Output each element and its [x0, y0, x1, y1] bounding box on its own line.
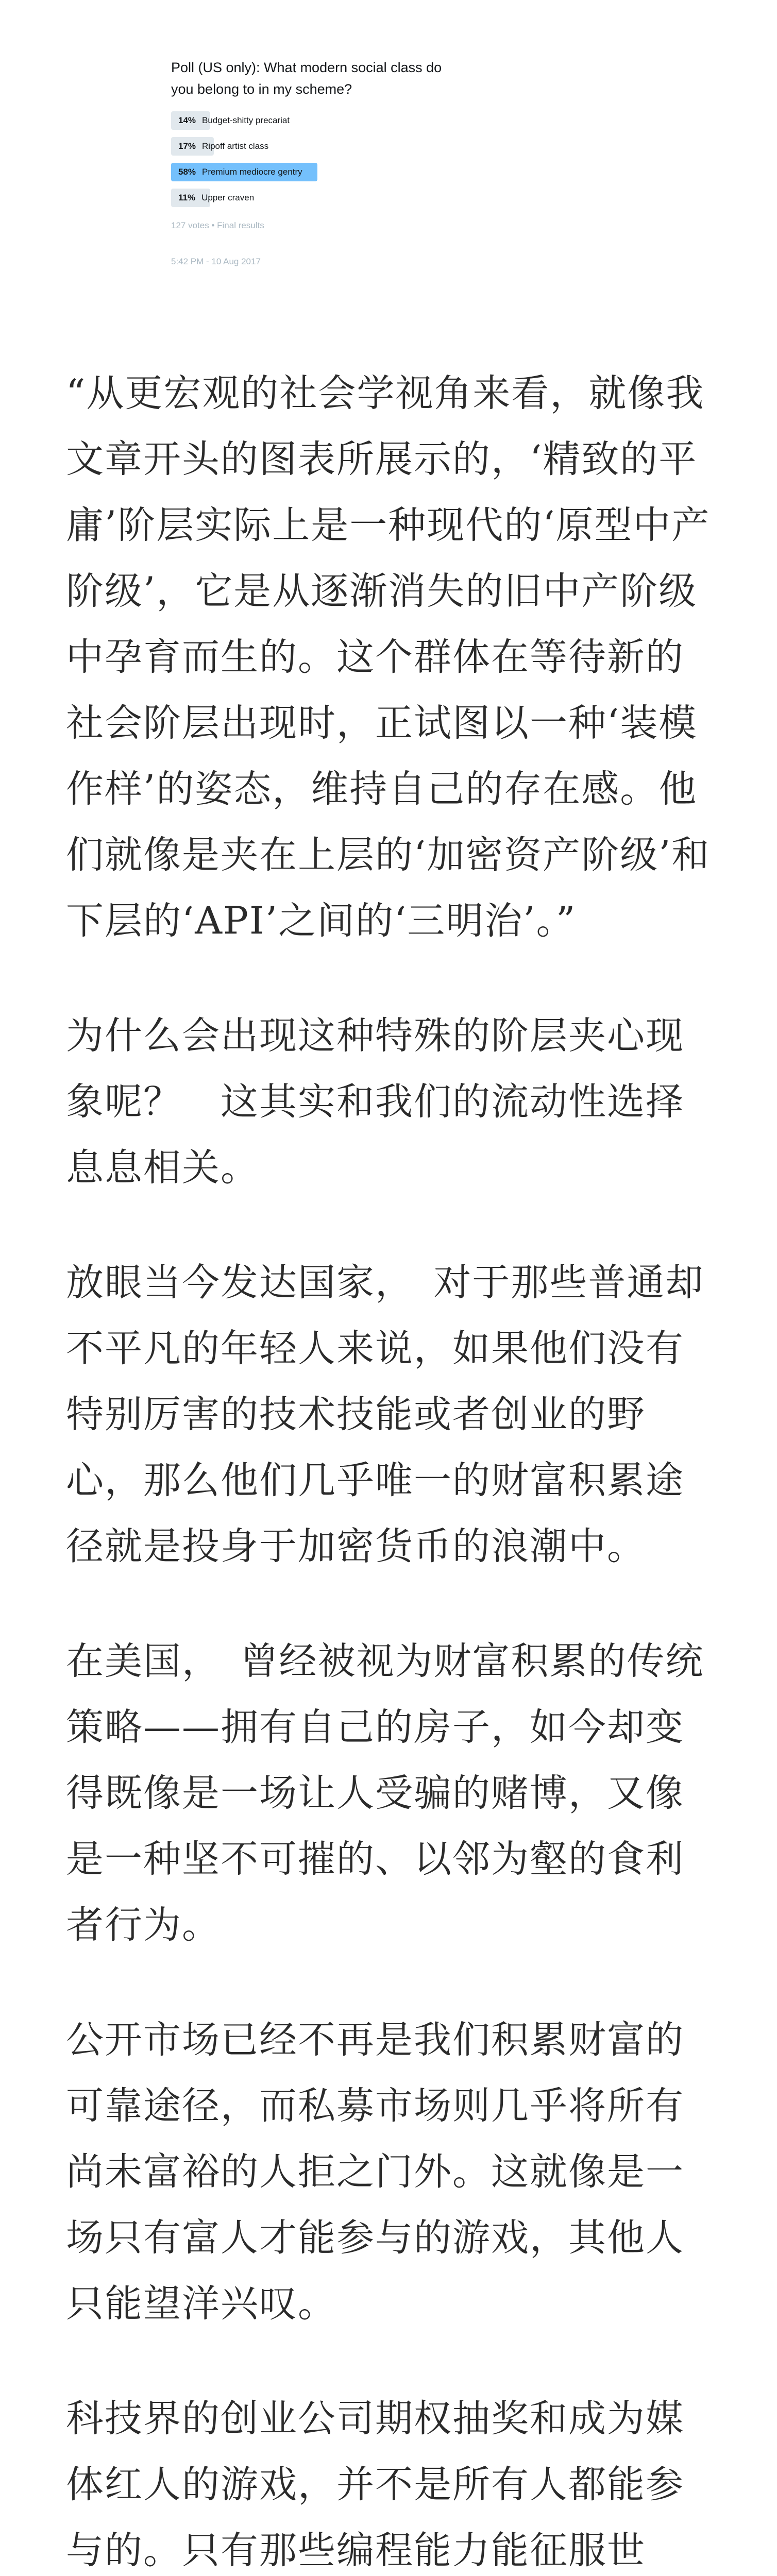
poll-option-percent: 11%	[178, 193, 196, 202]
article-paragraph: 公开市场已经不再是我们积累财富的可靠途径，而私募市场则几乎将所有尚未富裕的人拒之门外。这就像是一场只有富人才能参与的游戏，其他人只能望洋兴叹。	[66, 2018, 684, 2326]
article-paragraph: 放眼当今发达国家， 对于那些普通却不平凡的年轻人来说，如果他们没有特别厉害的技术技能或者创业的野心，那么他们几乎唯一的财富积累途径就是投身于加密货币的浪潮中。	[66, 1261, 704, 1568]
poll-question: Poll (US only): What modern social class do you belong to in my scheme?	[171, 60, 442, 97]
poll-option-label: Budget-shitty precariat	[202, 115, 290, 125]
poll-option-label: Premium mediocre gentry	[202, 167, 302, 177]
article-paragraph: “从更宏观的社会学视角来看，就像我文章开头的图表所展示的，‘精致的平庸’阶层实际上是一种现代的‘原型中产阶级’，它是从逐渐消失的旧中产阶级中孕育而生的。这个群体在等待新的社会阶层出现时，正试图以一种‘装模作样’的姿态，维持自己的存在感。他们就像是夹在上层的‘加密资产阶级’和下层的‘API’之间的‘三明治’。”	[66, 371, 711, 943]
poll-option-text	[178, 189, 254, 207]
article-paragraph: 在美国， 曾经被视为财富积累的传统策略——拥有自己的房子，如今却变得既像是一场让人受骗的赌博，又像是一种坚不可摧的、以邻为壑的食利者行为。	[66, 1639, 704, 1947]
article-body	[66, 361, 713, 2576]
poll-option-percent: 58%	[178, 167, 196, 177]
poll-option-text	[178, 163, 302, 181]
article-paragraph: 科技界的创业公司期权抽奖和成为媒体红人的游戏，并不是所有人都能参与的。只有那些编程能力能征服世	[66, 2397, 684, 2572]
poll-vote-count: 127 votes • Final results	[171, 221, 264, 230]
poll-option-winner	[171, 163, 424, 181]
poll-option-text	[178, 111, 290, 130]
poll-option-percent: 14%	[178, 115, 196, 125]
poll-option-label: Ripoff artist class	[202, 141, 269, 151]
poll-option	[171, 137, 424, 156]
poll-option	[171, 189, 424, 207]
poll-option	[171, 111, 424, 130]
poll-timestamp: 5:42 PM - 10 Aug 2017	[171, 257, 261, 266]
poll-option-text	[178, 137, 268, 156]
poll-card	[171, 57, 460, 267]
article-paragraph: 为什么会出现这种特殊的阶层夹心现象呢？ 这其实和我们的流动性选择息息相关。	[66, 1014, 684, 1190]
poll-option-label: Upper craven	[201, 193, 255, 202]
poll-option-percent: 17%	[178, 141, 196, 151]
